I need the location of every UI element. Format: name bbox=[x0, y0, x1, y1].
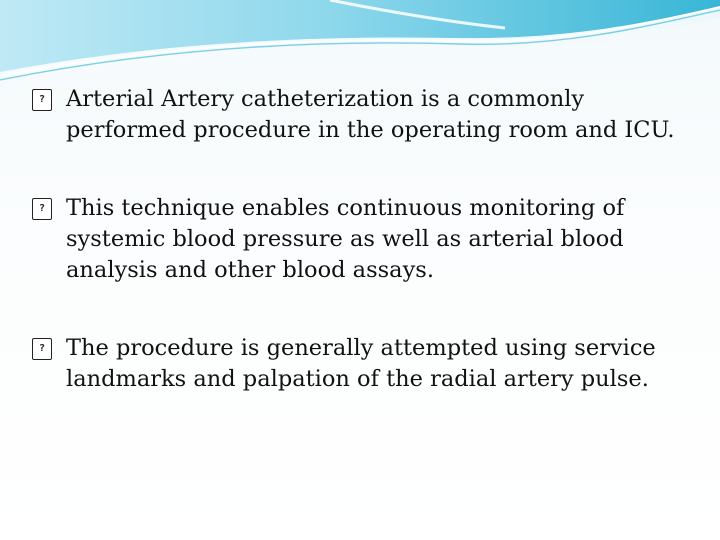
bullet-list bbox=[32, 84, 692, 442]
bullet-text: The procedure is generally attempted using service landmarks and palpation of the radial artery pulse. bbox=[66, 335, 656, 392]
square-bullet-icon bbox=[32, 89, 52, 111]
square-bullet-icon bbox=[32, 338, 52, 360]
bullet-item-1 bbox=[32, 84, 692, 146]
bullet-item-2 bbox=[32, 193, 692, 286]
square-bullet-icon bbox=[32, 198, 52, 220]
bullet-text: This technique enables continuous monitoring of systemic blood pressure as well as arterial blood analysis and other blood assays. bbox=[66, 195, 625, 283]
bullet-item-3 bbox=[32, 333, 692, 395]
bullet-text: Arterial Artery catheterization is a commonly performed procedure in the operating room and ICU. bbox=[66, 86, 675, 143]
